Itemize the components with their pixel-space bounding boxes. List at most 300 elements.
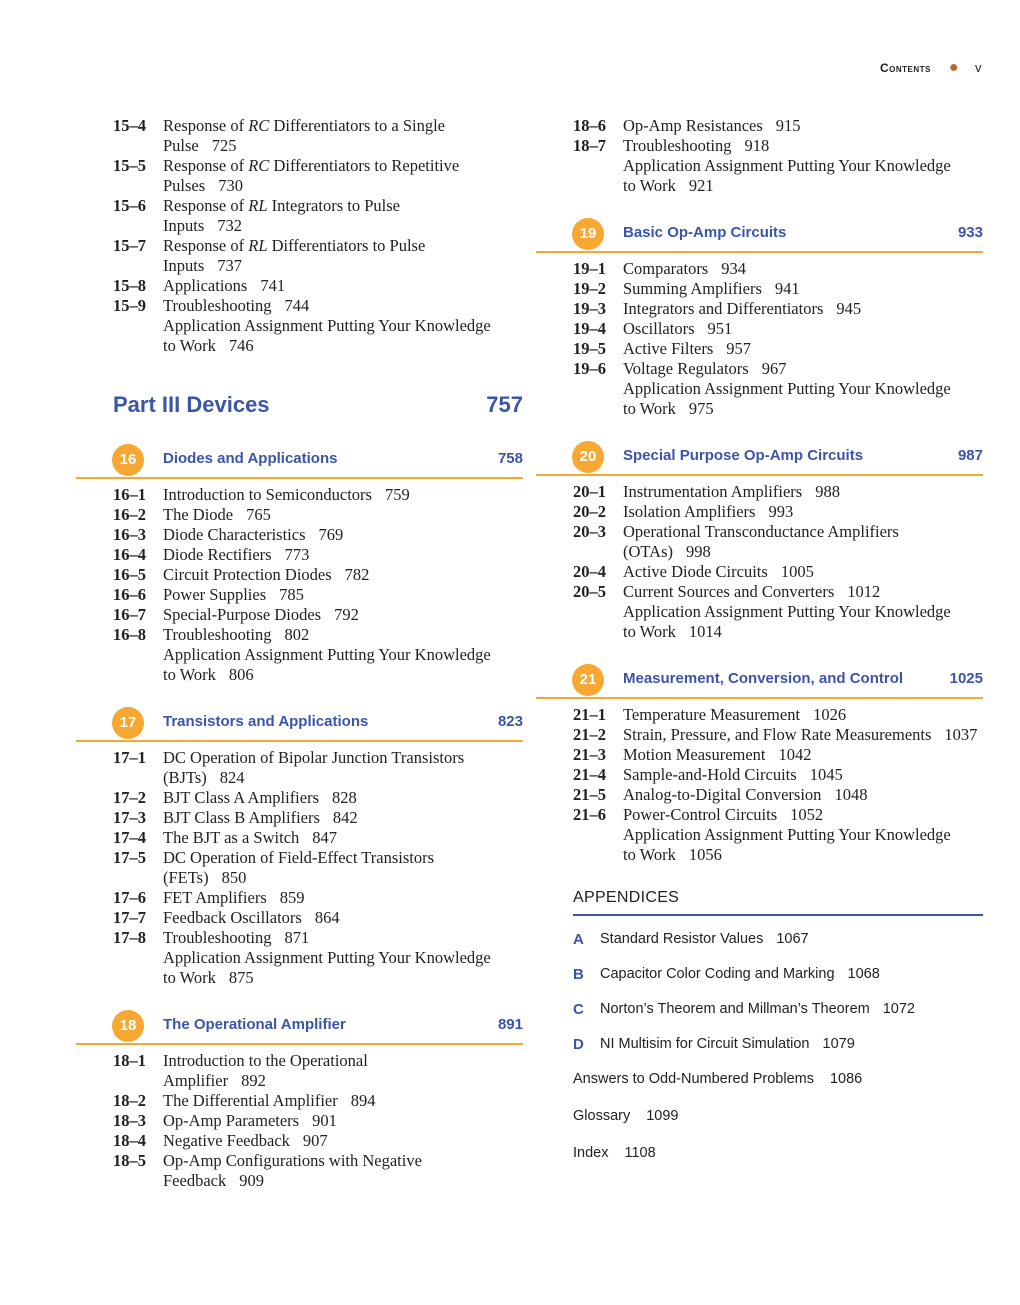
toc-entry[interactable] [76,156,523,196]
entry-title: Special-Purpose Diodes [163,605,322,624]
toc-entry[interactable] [536,705,983,725]
section-18-continued [536,116,983,156]
chapter-title: Special Purpose Op-Amp Circuits [623,447,864,464]
entry-page: 901 [312,1111,337,1130]
chapter-title: Transistors and Applications [163,713,369,730]
chapter-rule [76,477,523,479]
back-matter-entry[interactable] [573,1071,983,1108]
application-assignment[interactable] [536,602,983,642]
section-number: 16–5 [113,565,146,584]
toc-entry[interactable] [76,236,523,276]
toc-entry[interactable] [536,116,983,136]
entry-title-line2: Pulse [163,136,199,155]
entry-page: 1045 [809,765,843,784]
entry-title: Integrators and Differentiators [623,299,824,318]
section-number: 21–2 [573,725,606,744]
entry-title: Diode Rectifiers [163,545,272,564]
entry-title: Op-Amp Parameters [163,1111,300,1130]
entry-page: 871 [284,928,310,947]
section-number: 16–7 [113,605,146,624]
toc-entry[interactable] [536,522,983,562]
section-number: 18–1 [113,1051,146,1070]
application-page: 875 [228,968,254,987]
entry-page: 894 [350,1091,376,1110]
section-number: 16–6 [113,585,146,604]
toc-entry[interactable] [76,296,523,316]
entry-page: 1042 [778,745,812,764]
toc-entry[interactable] [76,1111,523,1131]
toc-entry[interactable] [536,299,983,319]
entry-title-italic: RC [248,116,270,135]
section-number: 18–4 [113,1131,146,1150]
entry-page: 732 [217,216,242,235]
entry-title: Response of [163,116,249,135]
entry-title-line2: Amplifier [163,1071,229,1090]
toc-entry[interactable] [76,1051,523,1091]
section-number: 20–3 [573,522,606,541]
entry-title: Instrumentation Amplifiers [623,482,803,501]
entry-page: 918 [744,136,770,155]
entry-title: Summing Amplifiers [623,279,762,298]
toc-entry[interactable] [76,788,523,808]
chapter-page: 758 [497,450,523,467]
entry-title: BJT Class B Amplifiers [163,808,320,827]
entry-title-line2: (FETs) [163,868,209,887]
entry-title-line2: (BJTs) [163,768,207,787]
entry-title: Isolation Amplifiers [623,502,756,521]
toc-entry[interactable] [536,805,983,825]
entry-page: 847 [312,828,338,847]
application-line1: Application Assignment Putting Your Knowledge [623,379,951,398]
application-line1: Application Assignment Putting Your Knowledge [163,645,491,664]
section-number: 21–4 [573,765,606,784]
running-header-label: Contents [879,60,931,75]
entry-page: 909 [239,1171,264,1190]
chapter-page: 823 [497,713,523,730]
toc-entry[interactable] [76,196,523,236]
toc-entry[interactable] [536,765,983,785]
application-line1: Application Assignment Putting Your Knowledge [163,948,491,967]
chapter-number-badge: 20 [572,441,604,473]
entry-title: Sample-and-Hold Circuits [623,765,797,784]
entry-title: Active Diode Circuits [623,562,768,581]
toc-entry[interactable] [76,485,523,505]
chapter-title: The Operational Amplifier [163,1016,346,1033]
toc-entry[interactable] [76,585,523,605]
appendix-entry[interactable] [573,1001,983,1036]
toc-entry[interactable] [76,605,523,625]
application-line1: Application Assignment Putting Your Knowledge [623,825,951,844]
entry-page: 957 [726,339,752,358]
toc-entry[interactable] [76,1131,523,1151]
toc-entry[interactable] [76,545,523,565]
appendix-title: Norton’s Theorem and Millman’s Theorem [600,1001,870,1017]
running-header [880,60,982,75]
section-number: 21–6 [573,805,606,824]
appendix-page: 1072 [882,1001,915,1017]
appendix-letter: D [573,1036,584,1053]
section-number: 16–2 [113,505,146,524]
page-number: v [975,60,982,75]
entry-page: 1052 [790,805,824,824]
application-assignment-15[interactable]: Application Assignment Putting Your Knowledge to Work 746 [163,316,491,355]
application-assignment[interactable] [76,645,523,685]
section-number: 21–5 [573,785,606,804]
section-number: 15–5 [113,156,146,175]
section-number: 19–1 [573,259,606,278]
application-page: 1056 [688,845,722,864]
section-number: 19–4 [573,319,606,338]
chapter-rule [536,474,983,476]
entry-title: The BJT as a Switch [163,828,300,847]
entry-title: Op-Amp Configurations with Negative [163,1151,422,1170]
entry-page: 824 [219,768,245,787]
appendix-title: NI Multisim for Circuit Simulation [600,1036,810,1052]
appendix-title-wrap [600,931,809,947]
application-page: 806 [228,665,254,684]
toc-entry[interactable] [536,279,983,299]
entry-title: Oscillators [623,319,695,338]
entry-title-line2: Inputs [163,216,205,235]
toc-entry[interactable] [536,582,983,602]
entry-title: Voltage Regulators [623,359,749,378]
toc-entry[interactable] [536,259,983,279]
section-number: 18–5 [113,1151,146,1170]
toc-entry[interactable] [76,1091,523,1111]
bullet-icon: ● [948,58,959,76]
entry-title: BJT Class A Amplifiers [163,788,320,807]
toc-entry[interactable] [536,482,983,502]
toc-entry[interactable] [536,562,983,582]
chapter-rule [536,697,983,699]
chapter-20 [536,441,983,642]
application-line2: to Work [623,845,676,864]
entry-page: 782 [344,565,370,584]
entry-page: 915 [775,116,801,135]
entry-title: Motion Measurement [623,745,766,764]
appendices-rule [573,914,983,916]
entry-title-line2: Feedback [163,1171,227,1190]
section-number: 15–7 [113,236,146,255]
entry-title: FET Amplifiers [163,888,267,907]
entry-title: The Differential Amplifier [163,1091,338,1110]
section-number: 20–2 [573,502,606,521]
chapter-title: Diodes and Applications [163,450,338,467]
entry-page: 1037 [944,725,978,744]
appendices-list [573,931,983,1182]
entry-page: 892 [241,1071,266,1090]
chapter-18 [76,1010,523,1191]
toc-entry[interactable] [76,116,523,156]
entry-page: 864 [314,908,340,927]
application-assignment-18[interactable]: Application Assignment Putting Your Knowledge to Work 921 [623,156,951,195]
entry-page: 785 [279,585,304,604]
entry-title: Troubleshooting [163,928,272,947]
entry-page: 850 [221,868,247,887]
appendix-page: 1067 [776,931,809,947]
chapter-page: 933 [957,224,983,241]
section-number: 20–4 [573,562,606,581]
toc-right-column [536,116,983,1182]
back-matter-title: Answers to Odd-Numbered Problems [573,1071,814,1087]
part-page: 757 [486,392,523,417]
section-number: 17–6 [113,888,146,907]
entry-page: 802 [284,625,310,644]
entry-title-line2: (OTAs) [623,542,673,561]
section-number: 17–1 [113,748,146,767]
application-page: 1014 [688,622,722,641]
section-number: 17–8 [113,928,146,947]
entry-title: Integrators to Pulse [267,196,400,215]
back-matter-page: 1108 [624,1145,656,1161]
entry-page: 1012 [847,582,881,601]
entry-title: Temperature Measurement [623,705,801,724]
section-number: 16–1 [113,485,146,504]
chapter-rule [76,1043,523,1045]
back-matter-entry[interactable] [573,1145,983,1182]
entry-title: Power-Control Circuits [623,805,778,824]
section-number: 17–2 [113,788,146,807]
entry-title-italic: RC [248,156,270,175]
entry-page: 744 [284,296,310,315]
application-line2: to Work [163,665,216,684]
section-number: 17–7 [113,908,146,927]
toc-entry[interactable] [536,785,983,805]
entry-page: 998 [686,542,711,561]
application-page: 975 [688,399,714,418]
section-number: 19–5 [573,339,606,358]
chapter-heading[interactable] [536,441,983,473]
section-number: 17–5 [113,848,146,867]
toc-entry[interactable] [76,505,523,525]
entry-title: Differentiators to Pulse [267,236,426,255]
section-number: 15–9 [113,296,146,315]
entry-page: 725 [211,136,237,155]
application-line2: to Work [163,968,216,987]
entry-page: 945 [836,299,862,318]
appendix-entry[interactable] [573,966,983,1001]
section-number: 16–3 [113,525,146,544]
toc-entry[interactable] [76,625,523,645]
chapter-number-badge: 21 [572,664,604,696]
entry-page: 1005 [780,562,814,581]
entry-title: Circuit Protection Diodes [163,565,332,584]
entry-title: Op-Amp Resistances [623,116,763,135]
application-line2: to Work [623,622,676,641]
section-number: 21–3 [573,745,606,764]
appendix-letter: B [573,966,584,983]
entry-title: DC Operation of Bipolar Junction Transistors [163,748,465,767]
entry-page: 967 [761,359,787,378]
section-number: 20–1 [573,482,606,501]
entry-title: Response of [163,196,249,215]
entry-title-italic: RL [248,236,268,255]
application-assignment[interactable] [536,379,983,419]
entry-title: DC Operation of Field-Effect Transistors [163,848,435,867]
section-number: 19–3 [573,299,606,318]
back-matter-entry[interactable] [573,1108,983,1145]
appendix-entry[interactable] [573,931,983,966]
chapter-rule [76,740,523,742]
entry-page: 759 [384,485,410,504]
entry-title: Comparators [623,259,709,278]
entry-title: Negative Feedback [163,1131,290,1150]
application-line1: Application Assignment Putting Your Knowledge [623,602,951,621]
chapter-16 [76,444,523,685]
toc-entry[interactable] [536,339,983,359]
appendix-page: 1079 [822,1036,855,1052]
entry-page: 934 [721,259,746,278]
chapter-title: Basic Op-Amp Circuits [623,224,787,241]
back-matter-page: 1086 [829,1071,863,1087]
entry-page: 828 [332,788,357,807]
entry-title-italic: RL [248,196,268,215]
section-number: 18–7 [573,136,606,155]
application-assignment[interactable] [536,825,983,865]
appendix-entry[interactable] [573,1036,983,1071]
appendix-title: Capacitor Color Coding and Marking [600,966,835,982]
toc-entry[interactable] [536,725,983,745]
entry-page: 737 [217,256,242,275]
toc-entry[interactable] [76,1151,523,1191]
entry-title: Strain, Pressure, and Flow Rate Measurements [623,725,932,744]
appendices-heading: APPENDICES [573,889,983,915]
toc-entry[interactable] [76,908,523,928]
entry-title: Current Sources and Converters [623,582,835,601]
toc-entry[interactable] [76,276,523,296]
entry-title: Troubleshooting [163,296,272,315]
entry-title: Introduction to Semiconductors [163,485,372,504]
appendix-title-wrap [600,1001,915,1017]
chapter-page: 987 [957,447,983,464]
chapter-heading[interactable] [536,664,983,696]
entry-page: 1048 [834,785,868,804]
section-number: 19–6 [573,359,606,378]
chapter-21 [536,664,983,865]
toc-entry[interactable] [536,745,983,765]
entry-title: The Diode [163,505,234,524]
entry-page: 730 [218,176,243,195]
application-line2: to Work [623,399,676,418]
toc-entry[interactable] [76,888,523,908]
toc-entry[interactable] [536,359,983,379]
appendix-title-wrap [600,966,880,982]
toc-entry[interactable] [76,525,523,545]
chapter-heading[interactable] [76,707,523,739]
appendix-letter: C [573,1001,584,1018]
chapter-17 [76,707,523,988]
section-number: 16–8 [113,625,146,644]
chapter-heading[interactable] [536,218,983,250]
chapter-heading[interactable] [76,444,523,476]
chapter-number-badge: 19 [572,218,604,250]
part-heading[interactable] [76,392,523,422]
section-number: 19–2 [573,279,606,298]
entry-page: 907 [302,1131,328,1150]
entry-title: Analog-to-Digital Conversion [623,785,822,804]
entry-title-line2: Inputs [163,256,205,275]
entry-page: 842 [332,808,358,827]
toc-entry[interactable] [536,136,983,156]
toc-entry[interactable] [536,502,983,522]
section-number: 17–3 [113,808,146,827]
chapter-19 [536,218,983,419]
appendix-letter: A [573,931,584,948]
entry-title: Troubleshooting [163,625,272,644]
entry-title: Response of [163,236,249,255]
entry-page: 941 [774,279,800,298]
entry-title-line2: Pulses [163,176,206,195]
section-number: 18–6 [573,116,606,135]
chapter-number-badge: 17 [112,707,144,739]
entry-page: 988 [815,482,840,501]
entry-title: Applications [163,276,248,295]
entry-title: Diode Characteristics [163,525,306,544]
entry-title: Response of [163,156,249,175]
entry-page: 765 [246,505,271,524]
section-number: 20–5 [573,582,606,601]
back-matter-page: 1099 [646,1108,679,1124]
section-number: 17–4 [113,828,146,847]
chapter-heading[interactable] [76,1010,523,1042]
entry-title: Feedback Oscillators [163,908,302,927]
toc-entry[interactable] [536,319,983,339]
part-title: Part III Devices [113,392,270,417]
section-15-continued [76,116,523,316]
toc-entry[interactable] [76,848,523,888]
entry-title: Differentiators to Repetitive [269,156,460,175]
entry-title: Operational Transconductance Amplifiers [623,522,899,541]
chapter-number-badge: 16 [112,444,144,476]
back-matter-title: Glossary [573,1108,631,1124]
section-number: 21–1 [573,705,606,724]
entry-page: 951 [707,319,733,338]
entry-title: Active Filters [623,339,714,358]
chapter-title: Measurement, Conversion, and Control [623,670,904,687]
chapter-number-badge: 18 [112,1010,144,1042]
entry-title: Power Supplies [163,585,267,604]
toc-entry[interactable] [76,565,523,585]
entry-page: 741 [260,276,286,295]
section-number: 16–4 [113,545,146,564]
section-number: 15–8 [113,276,146,295]
toc-left-column [76,116,523,1191]
entry-page: 859 [279,888,305,907]
section-number: 15–4 [113,116,146,135]
entry-page: 769 [318,525,344,544]
appendix-title-wrap [600,1036,855,1052]
entry-page: 993 [768,502,794,521]
appendix-page: 1068 [847,966,880,982]
chapter-page: 1025 [949,670,983,687]
entry-title: Troubleshooting [623,136,732,155]
chapter-page: 891 [497,1016,523,1033]
toc-entry[interactable] [76,828,523,848]
section-number: 15–6 [113,196,146,215]
section-number: 18–2 [113,1091,146,1110]
entry-page: 1026 [813,705,847,724]
back-matter-title: Index [573,1145,609,1161]
section-number: 18–3 [113,1111,146,1130]
application-assignment[interactable] [76,948,523,988]
toc-entry[interactable] [76,808,523,828]
toc-entry[interactable] [76,748,523,788]
entry-title: Introduction to the Operational [163,1051,368,1070]
toc-entry[interactable] [76,928,523,948]
entry-page: 773 [284,545,310,564]
entry-page: 792 [334,605,359,624]
entry-title: Differentiators to a Single [269,116,445,135]
